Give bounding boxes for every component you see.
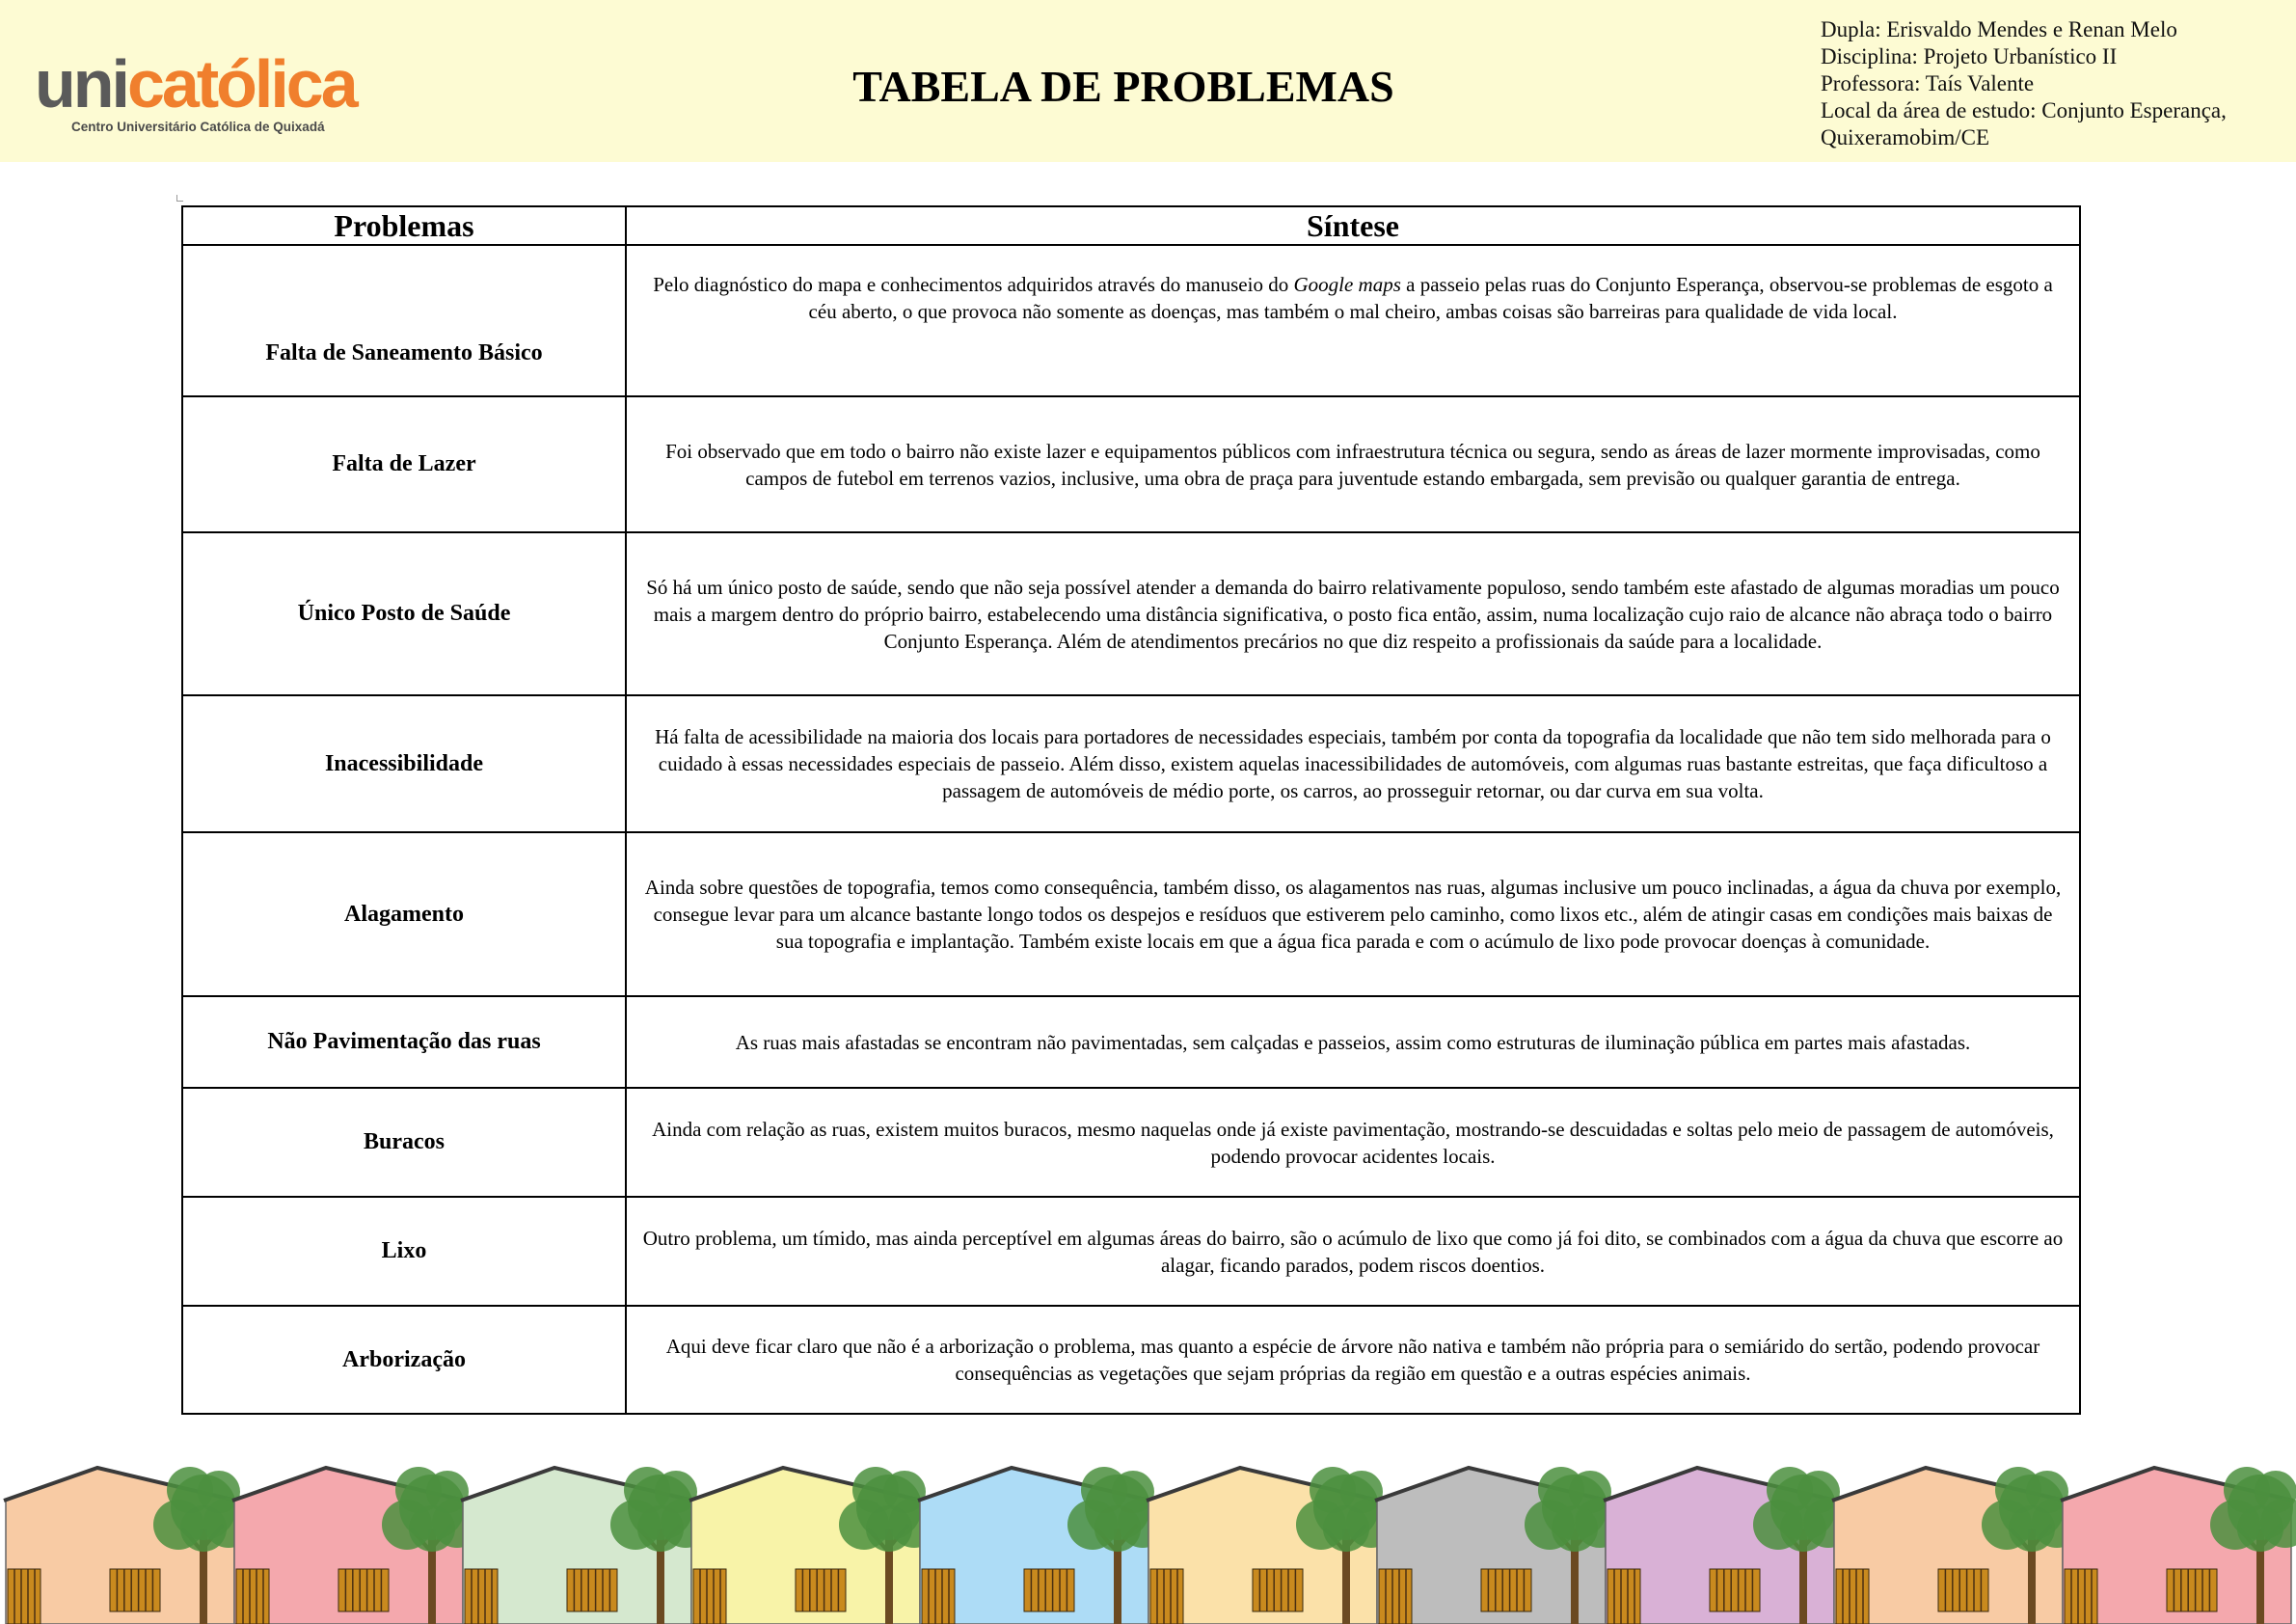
- info-disciplina: Disciplina: Projeto Urbanístico II: [1821, 44, 2118, 68]
- table-row: [182, 1197, 2080, 1306]
- table-row: [182, 1088, 2080, 1197]
- info-local: Local da área de estudo: Conjunto Esperança,: [1821, 98, 2227, 122]
- synthesis-cell: Há falta de acessibilidade na maioria dos locais para portadores de necessidades especiais, também por conta da topografia da localidade que não tem sido melhorada para o cuidado à essas necessidades especiais de passeio. Além disso, existem aquelas inacessibilidades de automóveis, com algumas ruas bastante estreitas, que faça dificultoso a passagem de automóveis de médio porte, os carros, ao prosseguir retornar, ou dar curva em sua volta.: [626, 695, 2080, 832]
- tree-foliage: [1780, 1505, 1826, 1552]
- problem-cell: Alagamento: [182, 832, 626, 996]
- problem-cell: Lixo: [182, 1197, 626, 1306]
- house-door: [693, 1569, 726, 1624]
- info-dupla: Dupla: Erisvaldo Mendes e Renan Melo: [1821, 17, 2177, 41]
- house: [1604, 1467, 1853, 1624]
- header-sintese: Síntese: [626, 206, 2080, 245]
- tree-foliage: [2009, 1505, 2055, 1552]
- house-door: [922, 1569, 955, 1624]
- table-header-row: [182, 206, 2080, 245]
- logo-word-uni: uni: [35, 46, 127, 122]
- info-professora: Professora: Taís Valente: [1821, 71, 2035, 95]
- tree-foliage: [1552, 1505, 1598, 1552]
- house-door: [236, 1569, 269, 1624]
- synthesis-text: a passeio pelas ruas do Conjunto Esperança, observou-se problemas de esgoto a céu aberto, o que provoca não somente as doenças, mas também o mal cheiro, ambas coisas são barreiras para qualidade de vida local.: [808, 273, 2053, 323]
- tree-foliage: [409, 1505, 455, 1552]
- houses-illustration: [0, 1461, 2296, 1624]
- table-row: [182, 832, 2080, 996]
- problem-cell: Único Posto de Saúde: [182, 532, 626, 695]
- tree-foliage: [180, 1505, 227, 1552]
- page-title: TABELA DE PROBLEMAS: [852, 62, 1394, 111]
- problem-cell: Falta de Lazer: [182, 396, 626, 532]
- table-row: [182, 695, 2080, 832]
- unicatolica-logo: [35, 46, 363, 137]
- problem-cell: Falta de Saneamento Básico: [182, 245, 626, 396]
- table-row: [182, 396, 2080, 532]
- synthesis-text: Pelo diagnóstico do mapa e conhecimentos adquiridos através do manuseio do: [653, 273, 1294, 296]
- tree-foliage: [637, 1505, 684, 1552]
- tree-foliage: [2237, 1505, 2283, 1552]
- tree-foliage: [866, 1505, 912, 1552]
- synthesis-italic: Google maps: [1293, 273, 1401, 296]
- header-banner: [0, 0, 2296, 162]
- house: [4, 1467, 254, 1624]
- house: [1147, 1467, 1396, 1624]
- tree-foliage: [1094, 1505, 1141, 1552]
- house: [232, 1467, 482, 1624]
- table-row: [182, 245, 2080, 396]
- synthesis-cell: Outro problema, um tímido, mas ainda perceptível em algumas áreas do bairro, são o acúmulo de lixo que como já foi dito, se combinados com a água da chuva que escorre ao alagar, ficando parados, podem riscos doentios.: [626, 1197, 2080, 1306]
- table-row: [182, 532, 2080, 695]
- house-door: [1379, 1569, 1412, 1624]
- table-row: [182, 1306, 2080, 1414]
- header-problemas: Problemas: [182, 206, 626, 245]
- info-local-cont: Quixeramobim/CE: [1821, 125, 1990, 149]
- house: [918, 1467, 1168, 1624]
- house: [461, 1467, 711, 1624]
- problem-cell: Buracos: [182, 1088, 626, 1197]
- synthesis-cell: Ainda sobre questões de topografia, temos como consequência, também disso, os alagamentos nas ruas, algumas inclusive um pouco inclinadas, a água da chuva por exemplo, consegue levar para um alcance bastante longo todos os despejos e resíduos que estiverem pelo caminho, como lixos etc., além de atingir casas em condições mais baixas de sua topografia e implantação. Também existe locais em que a água fica parada e com o acúmulo de lixo pode provocar doenças à comunidade.: [626, 832, 2080, 996]
- house-door: [1607, 1569, 1640, 1624]
- table-row: [182, 996, 2080, 1088]
- house: [1375, 1467, 1625, 1624]
- synthesis-cell: Ainda com relação as ruas, existem muitos buracos, mesmo naquelas onde já existe pavimentação, mostrando-se descuidadas e soltas pelo meio de passagem de automóveis, podendo provocar acidentes locais.: [626, 1088, 2080, 1197]
- synthesis-cell: Aqui deve ficar claro que não é a arborização o problema, mas quanto a espécie de árvore não nativa e também não própria para o semiárido do sertão, podendo provocar consequências as vegetações que sejam próprias da região em questão e a outras espécies animais.: [626, 1306, 2080, 1414]
- problems-table: [181, 205, 2081, 1415]
- synthesis-cell: As ruas mais afastadas se encontram não pavimentadas, sem calçadas e passeios, assim como estruturas de iluminação pública em partes mais afastadas.: [626, 996, 2080, 1088]
- house-door: [1836, 1569, 1869, 1624]
- logo-subtitle: Centro Universitário Católica de Quixadá: [71, 120, 325, 134]
- logo-word-catolica: católica: [126, 46, 356, 122]
- project-info: [1821, 16, 2283, 151]
- house-door: [8, 1569, 41, 1624]
- synthesis-cell: Só há um único posto de saúde, sendo que não seja possível atender a demanda do bairro relativamente populoso, sendo também este afastado de algumas moradias um pouco mais a margem dentro do próprio bairro, estabelecendo uma distância significativa, o posto fica então, assim, numa localização cujo raio de alcance não abraça todo o bairro Conjunto Esperança. Além de atendimentos precários no que diz respeito a profissionais da saúde para a localidade.: [626, 532, 2080, 695]
- text-anchor-mark: [176, 195, 183, 202]
- problem-cell: Não Pavimentação das ruas: [182, 996, 626, 1088]
- house: [689, 1467, 939, 1624]
- house: [1832, 1467, 2082, 1624]
- house-door: [1150, 1569, 1183, 1624]
- tree-foliage: [1323, 1505, 1369, 1552]
- house-door: [465, 1569, 498, 1624]
- synthesis-cell: [626, 245, 2080, 396]
- problem-cell: Arborização: [182, 1306, 626, 1414]
- logo-wordmark: [35, 46, 363, 122]
- problem-cell: Inacessibilidade: [182, 695, 626, 832]
- house: [2061, 1467, 2296, 1624]
- house-door: [2065, 1569, 2097, 1624]
- synthesis-cell: Foi observado que em todo o bairro não existe lazer e equipamentos públicos com infraestrutura técnica ou segura, sendo as áreas de lazer mormente improvisadas, como campos de futebol em terrenos vazios, inclusive, uma obra de praça para juventude estando embargada, sem previsão ou qualquer garantia de entrega.: [626, 396, 2080, 532]
